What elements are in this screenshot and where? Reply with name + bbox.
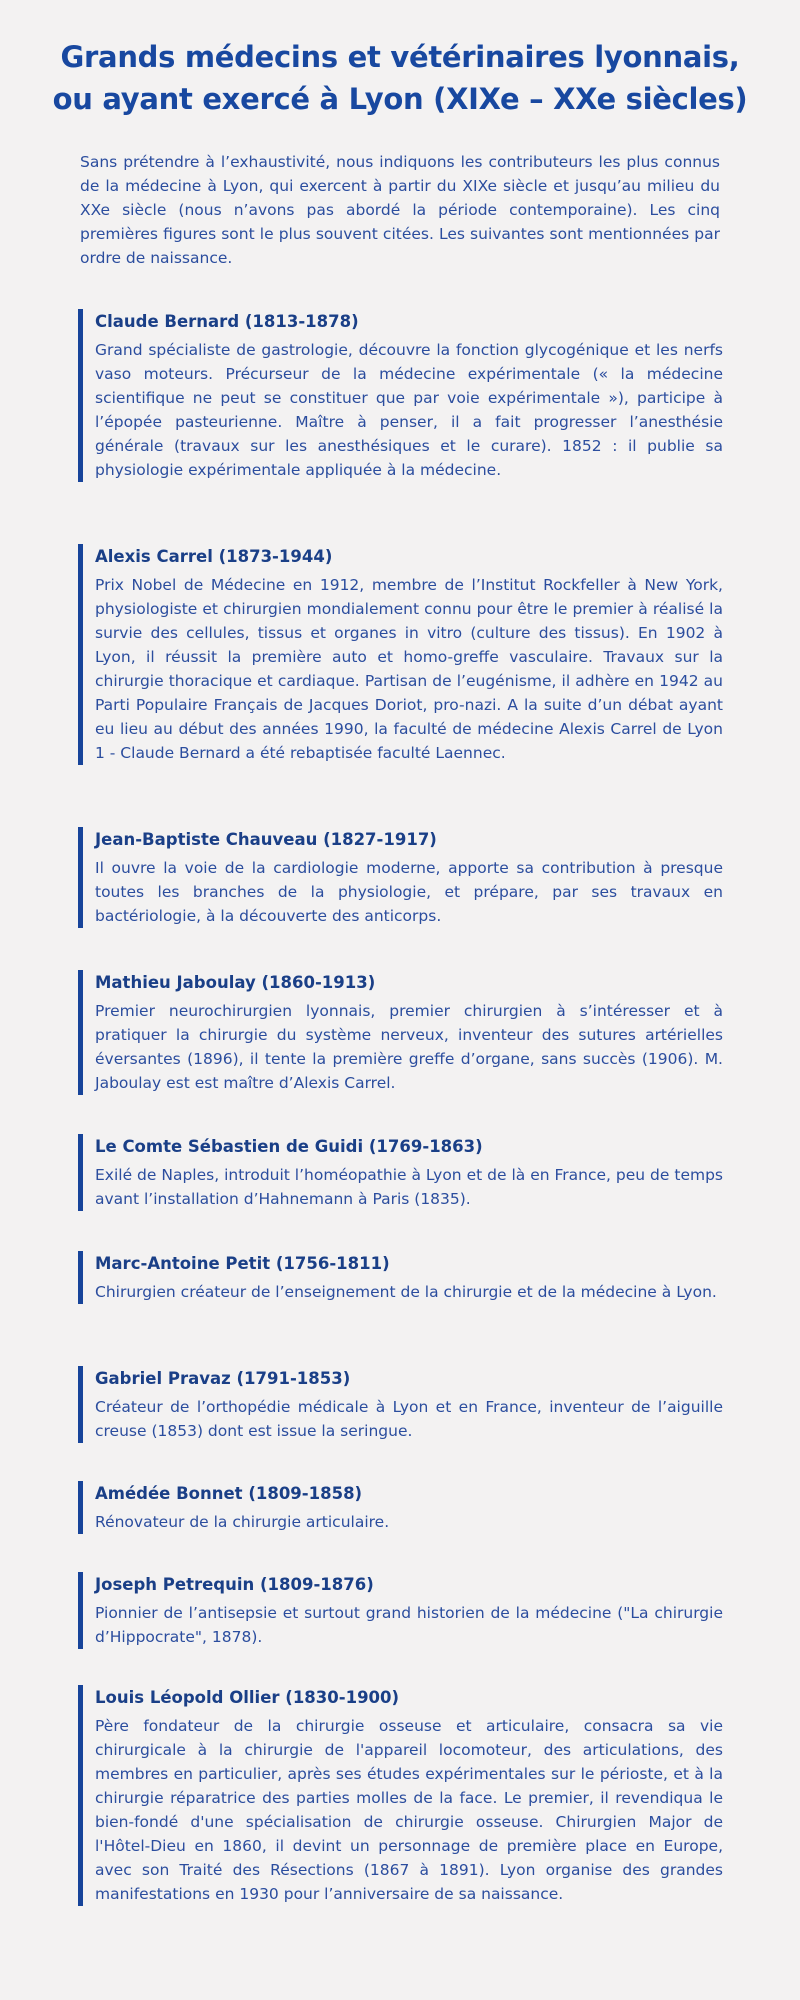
entry-text: Prix Nobel de Médecine en 1912, membre de l’Institut Rockfeller à New York, physiologiste et chirurgien mondialement connu pour être le premier à réalisé la survie des cellules, tissus et organes in vitro (culture des tissus). En 1902 à Lyon, il réussit la première auto et homo-greffe vasculaire. Travaux sur la chirurgie thoracique et cardiaque. Partisan de l’eugénisme, il adhère en 1942 au Parti Populaire Français de Jacques Doriot, pro-nazi. A la suite d’un débat ayant eu lieu au début des années 1990, la faculté de médecine Alexis Carrel de Lyon 1 - Claude Bernard a été rebaptisée faculté Laennec. — [95, 576, 723, 762]
entry-amedee-bonnet — [78, 1481, 723, 1534]
entry-text: Grand spécialiste de gastrologie, découvre la fonction glycogénique et les nerfs vaso moteurs. Précurseur de la médecine expérimentale (« la médecine scientifique ne peut se constituer que par voie expérimentale »), participe à l’épopée pasteurienne. Maître à penser, il a fait progresser l’anesthésie générale (travaux sur les anesthésiques et le curare). 1852 : il publie sa physiologie expérimentale appliquée à la médecine. — [95, 341, 723, 479]
entry-text: Créateur de l’orthopédie médicale à Lyon et en France, inventeur de l’aiguille creuse (1853) dont est issue la seringue. — [95, 1398, 723, 1440]
entry-name: Jean-Baptiste Chauveau (1827-1917) — [95, 830, 437, 849]
entry-name: Louis Léopold Ollier (1830-1900) — [95, 1688, 400, 1707]
entry-marc-antoine-petit — [78, 1251, 723, 1304]
title-line-1: Grands médecins et vétérinaires lyonnais, — [60, 40, 740, 74]
entry-joseph-petrequin — [78, 1572, 723, 1649]
entry-gabriel-pravaz — [78, 1366, 723, 1443]
entry-text: Premier neurochirurgien lyonnais, premier chirurgien à s’intéresser et à pratiquer la chirurgie du système nerveux, inventeur des sutures artérielles éversantes (1896), il tente la première greffe d’organe, sans succès (1906). M. Jaboulay est est maître d’Alexis Carrel. — [95, 1002, 723, 1092]
entry-sebastien-de-guidi — [78, 1134, 723, 1211]
entry-mathieu-jaboulay — [78, 970, 723, 1095]
entry-text: Chirurgien créateur de l’enseignement de la chirurgie et de la médecine à Lyon. — [95, 1283, 717, 1301]
entry-jean-baptiste-chauveau — [78, 827, 723, 928]
entry-text: Rénovateur de la chirurgie articulaire. — [95, 1513, 390, 1531]
title-line-2: ou ayant exercé à Lyon (XIXe – XXe siècles) — [52, 82, 748, 116]
entry-name: Claude Bernard (1813-1878) — [95, 312, 359, 331]
entry-text: Père fondateur de la chirurgie osseuse et articulaire, consacra sa vie chirurgicale à la chirurgie de l'appareil locomoteur, des articulations, des membres en particulier, après ses études expérimentales sur le périoste, et à la chirurgie réparatrice des parties molles de la face. Le premier, il revendiqua le bien-fondé d'une spécialisation de chirurgie osseuse. Chirurgien Major de l'Hôtel-Dieu en 1860, il devint un personnage de première place en Europe, avec son Traité des Résections (1867 à 1891). Lyon organise des grandes manifestations en 1930 pour l’anniversaire de sa naissance. — [95, 1717, 723, 1903]
entry-alexis-carrel — [78, 544, 723, 765]
entry-claude-bernard — [78, 309, 723, 482]
intro-paragraph: Sans prétendre à l’exhaustivité, nous indiquons les contributeurs les plus connus de la médecine à Lyon, qui exercent à partir du XIXe siècle et jusqu’au milieu du XXe siècle (nous n’avons pas abordé la période contemporaine). Les cinq premières figures sont le plus souvent citées. Les suivantes sont mentionnées par ordre de naissance. — [80, 153, 720, 267]
entry-text: Il ouvre la voie de la cardiologie moderne, apporte sa contribution à presque toutes les branches de la physiologie, et prépare, par ses travaux en bactériologie, à la découverte des anticorps. — [95, 859, 723, 925]
entry-name: Amédée Bonnet (1809-1858) — [95, 1484, 363, 1503]
entry-text: Pionnier de l’antisepsie et surtout grand historien de la médecine ("La chirurgie d’Hippocrate", 1878). — [95, 1604, 723, 1646]
entry-name: Alexis Carrel (1873-1944) — [95, 547, 333, 566]
page-title — [40, 36, 760, 120]
entry-name: Mathieu Jaboulay (1860-1913) — [95, 973, 376, 992]
entry-name: Gabriel Pravaz (1791-1853) — [95, 1369, 351, 1388]
entry-name: Le Comte Sébastien de Guidi (1769-1863) — [95, 1137, 483, 1156]
entry-name: Joseph Petrequin (1809-1876) — [95, 1575, 374, 1594]
entry-name: Marc-Antoine Petit (1756-1811) — [95, 1254, 390, 1273]
entry-text: Exilé de Naples, introduit l’homéopathie à Lyon et de là en France, peu de temps avant l’installation d’Hahnemann à Paris (1835). — [95, 1166, 723, 1208]
entry-louis-leopold-ollier — [78, 1685, 723, 1906]
